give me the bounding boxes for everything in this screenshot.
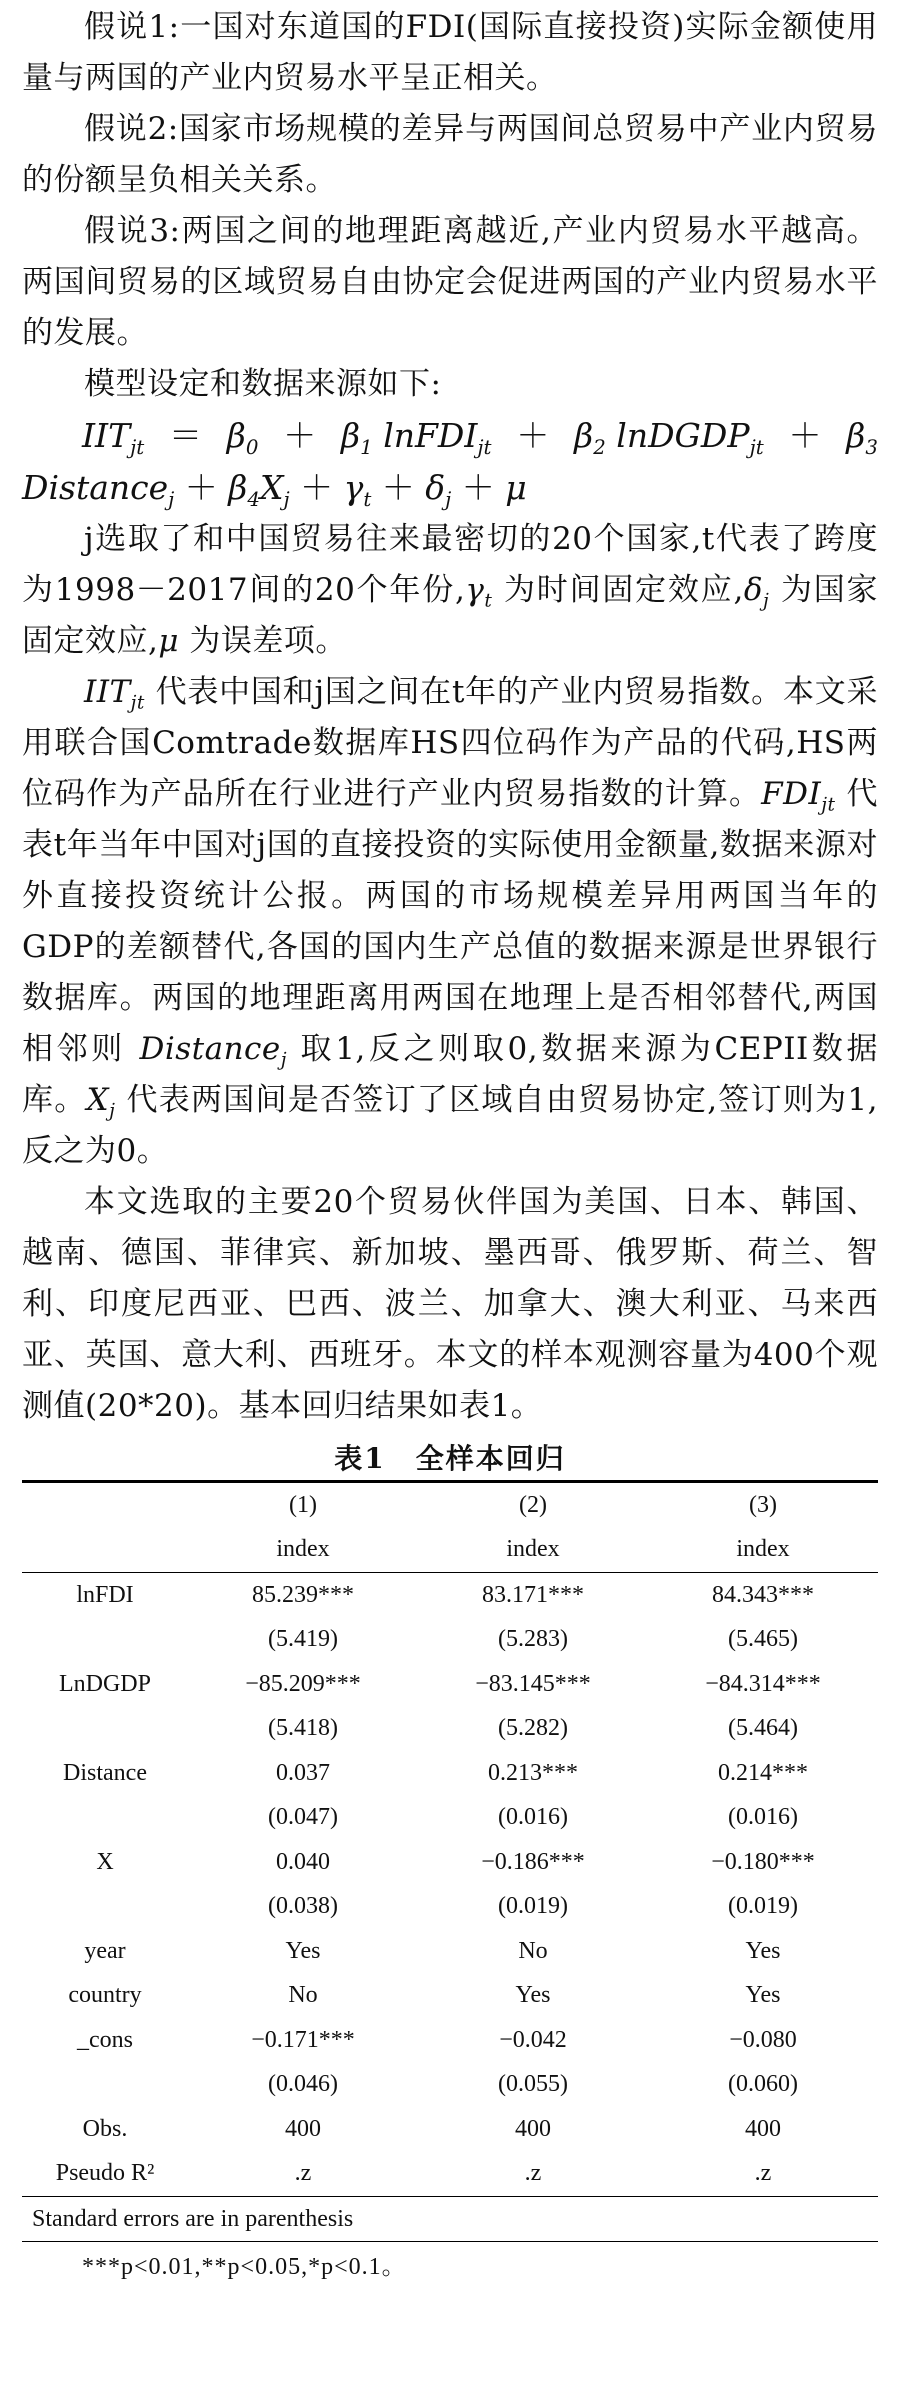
table-depvar-row: index index index — [22, 1528, 878, 1573]
table-row: Obs. 400 400 400 — [82, 2115, 781, 2142]
trading-partners: 本文选取的主要20个贸易伙伴国为美国、日本、韩国、越南、德国、菲律宾、新加坡、墨西哥、俄罗斯、荷兰、智利、印度尼西亚、巴西、波兰、加拿大、澳大利亚、马来西亚、英国、意大利、西班牙。本文的样本观测容量为400个观测值(20*20)。基本回归结果如表1。 — [22, 1184, 878, 1424]
table-header-row: (1) (2) (3) — [289, 1491, 777, 1518]
table-row: Distance 0.037 0.213*** 0.214*** — [63, 1759, 808, 1786]
model-equation: $IIT_{jt}$ ＝ $\beta_0$ ＋ $\beta_1$ lnFDI$_{jt}$ ＋ $\beta_2$ lnDGDP$_{jt}$ ＋ $\beta_3$ Distance$_j$ ＋ $\beta_4X_j + \gamma_t + \delta_j + \mu$ — [22, 416, 878, 511]
hypothesis-2: 假说2:国家市场规模的差异与两国间总贸易中产业内贸易的份额呈负相关关系。 — [22, 111, 878, 198]
table-row: (0.046) (0.055) (0.060) — [268, 2071, 798, 2098]
table-row: (5.418) (5.282) (5.464) — [268, 1715, 798, 1742]
significance-note: ***p<0.01,**p<0.05,*p<0.1。 — [82, 2254, 407, 2280]
table-title: 表1 全样本回归 — [334, 1442, 566, 1475]
table-row: (0.047) (0.016) (0.016) — [268, 1804, 798, 1831]
data-source-description: $IIT_{jt}$ 代表中国和j国之间在t年的产业内贸易指数。本文采用联合国Comtrade数据库HS四位码作为产品的代码,HS两位码作为产品所在行业进行产业内贸易指数的计算。$FDI_{jt}$ 代表t年当年中国对j国的直接投资的实际使用金额量,数据来源对外直接投资统计公报。两国的市场规模差异用两国当年的GDP的差额替代,各国的国内生产总值的数据来源是世界银行数据库。两国的地理距离用两国在地理上是否相邻替代,两国相邻则 Distance$_j$ 取1,反之则取0,数据来源为CEPII数据库。$X_j$ 代表两国间是否签订了区域自由贸易协定,签订则为1,反之为0。 — [22, 674, 879, 1169]
table-row: X 0.040 −0.186*** −0.180*** — [96, 1848, 815, 1875]
regression-table — [22, 1480, 878, 2197]
table-row: (5.419) (5.283) (5.465) — [268, 1626, 798, 1653]
variable-description: j选取了和中国贸易往来最密切的20个国家,t代表了跨度为1998－2017间的20个年份$,\gamma_t$ 为时间固定效应$,\delta_j$ 为国家固定效应,μ 为误差项。 — [22, 521, 879, 659]
table-row: lnFDI 85.239*** 83.171*** 84.343*** — [76, 1581, 814, 1608]
hypothesis-1: 假说1:一国对东道国的FDI(国际直接投资)实际金额使用量与两国的产业内贸易水平呈正相关。 — [22, 9, 878, 96]
table-row: LnDGDP −85.209*** −83.145*** −84.314*** — [58, 1670, 821, 1697]
table-row: (0.038) (0.019) (0.019) — [268, 1893, 798, 1920]
table-row: country No Yes Yes — [68, 1982, 781, 2009]
model-intro: 模型设定和数据来源如下: — [84, 366, 442, 402]
table-row: _cons −0.171*** −0.042 −0.080 — [77, 2026, 797, 2053]
table-row: year Yes No Yes — [84, 1937, 781, 1964]
table-row: Pseudo R² .z .z .z — [22, 2152, 878, 2197]
table-note: Standard errors are in parenthesis — [22, 2197, 878, 2242]
hypothesis-3: 假说3:两国之间的地理距离越近,产业内贸易水平越高。两国间贸易的区域贸易自由协定会促进两国的产业内贸易水平的发展。 — [22, 213, 878, 351]
